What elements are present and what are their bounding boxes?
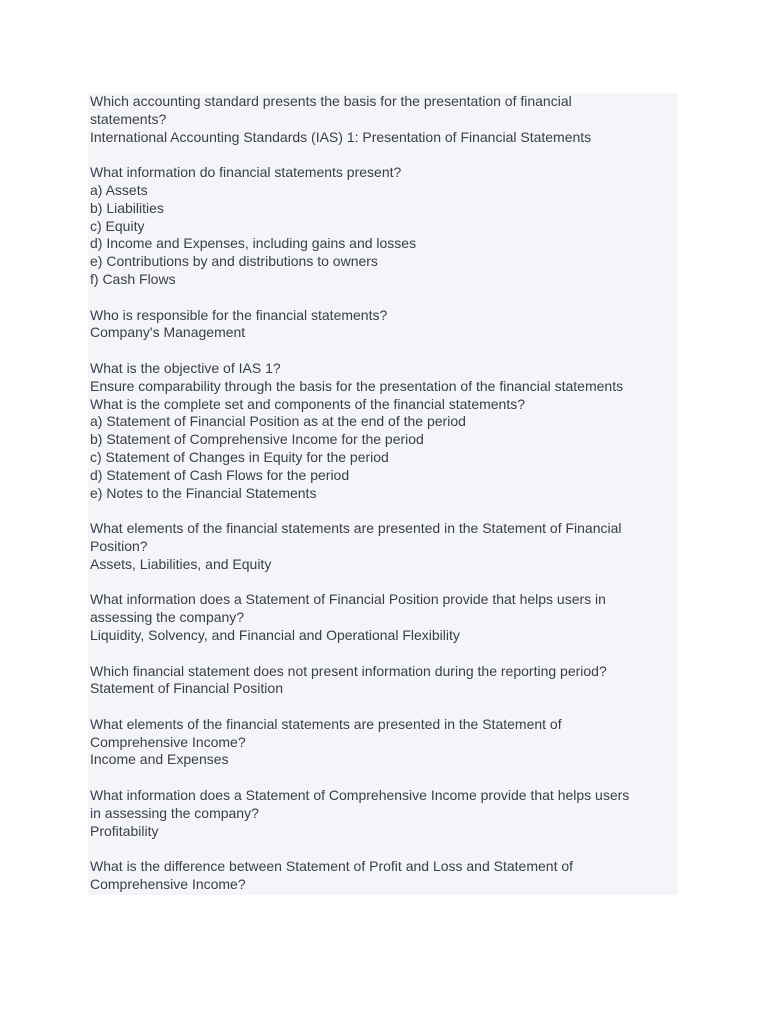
text-line: d) Statement of Cash Flows for the period xyxy=(90,466,350,483)
text-line: c) Equity xyxy=(90,217,145,234)
text-line: in assessing the company? xyxy=(90,804,259,821)
text-line: What information does a Statement of Financial Position provide that helps users in xyxy=(90,591,606,608)
blank-line xyxy=(90,289,678,307)
text-line: What is the objective of IAS 1? xyxy=(90,359,281,376)
blank-line xyxy=(90,840,678,858)
text-line: Who is responsible for the financial statements? xyxy=(90,306,388,323)
text-line: a) Statement of Financial Position as at the end of the period xyxy=(90,413,466,430)
text-line: e) Contributions by and distributions to owners xyxy=(90,253,378,270)
text-line: b) Statement of Comprehensive Income for the period xyxy=(90,431,424,448)
text-line: Comprehensive Income? xyxy=(90,876,246,893)
text-line: b) Liabilities xyxy=(90,199,164,216)
text-line: statements? xyxy=(90,110,167,127)
text-line: Ensure comparability through the basis for the presentation of the financial statements xyxy=(90,377,624,394)
text-line: f) Cash Flows xyxy=(90,270,176,287)
text-line: a) Assets xyxy=(90,181,148,198)
text-line: What is the difference between Statement of Profit and Loss and Statement of xyxy=(90,858,574,875)
text-line: What elements of the financial statements are presented in the Statement of Financial xyxy=(90,520,622,537)
blank-line xyxy=(90,574,678,592)
text-line: Liquidity, Solvency, and Financial and Operational Flexibility xyxy=(90,626,460,643)
text-line: What elements of the financial statements are presented in the Statement of xyxy=(90,715,562,732)
blank-line xyxy=(90,342,678,360)
text-line: Income and Expenses xyxy=(90,751,229,768)
text-line: What information does a Statement of Comprehensive Income provide that helps users xyxy=(90,787,630,804)
text-line: c) Statement of Changes in Equity for the period xyxy=(90,448,389,465)
blank-line xyxy=(90,769,678,787)
text-line: Statement of Financial Position xyxy=(90,680,283,697)
text-line: Comprehensive Income? xyxy=(90,733,246,750)
text-line: Profitability xyxy=(90,822,159,839)
text-line: What is the complete set and components of the financial statements? xyxy=(90,395,526,412)
text-line: assessing the company? xyxy=(90,609,245,626)
text-line: International Accounting Standards (IAS) 1: Presentation of Financial Statements xyxy=(90,128,592,145)
document-text-panel xyxy=(88,93,678,895)
text-line: Company's Management xyxy=(90,324,246,341)
blank-line xyxy=(90,645,678,663)
text-line: d) Income and Expenses, including gains and losses xyxy=(90,235,417,252)
blank-line xyxy=(90,146,678,164)
text-line: Which accounting standard presents the basis for the presentation of financial xyxy=(90,93,572,109)
text-line: e) Notes to the Financial Statements xyxy=(90,484,317,501)
text-line: Position? xyxy=(90,537,148,554)
text-line: Assets, Liabilities, and Equity xyxy=(90,555,272,572)
blank-line xyxy=(90,502,678,520)
text-line: What information do financial statements present? xyxy=(90,164,402,181)
text-line: Which financial statement does not present information during the reporting period? xyxy=(90,662,607,679)
blank-line xyxy=(90,698,678,716)
